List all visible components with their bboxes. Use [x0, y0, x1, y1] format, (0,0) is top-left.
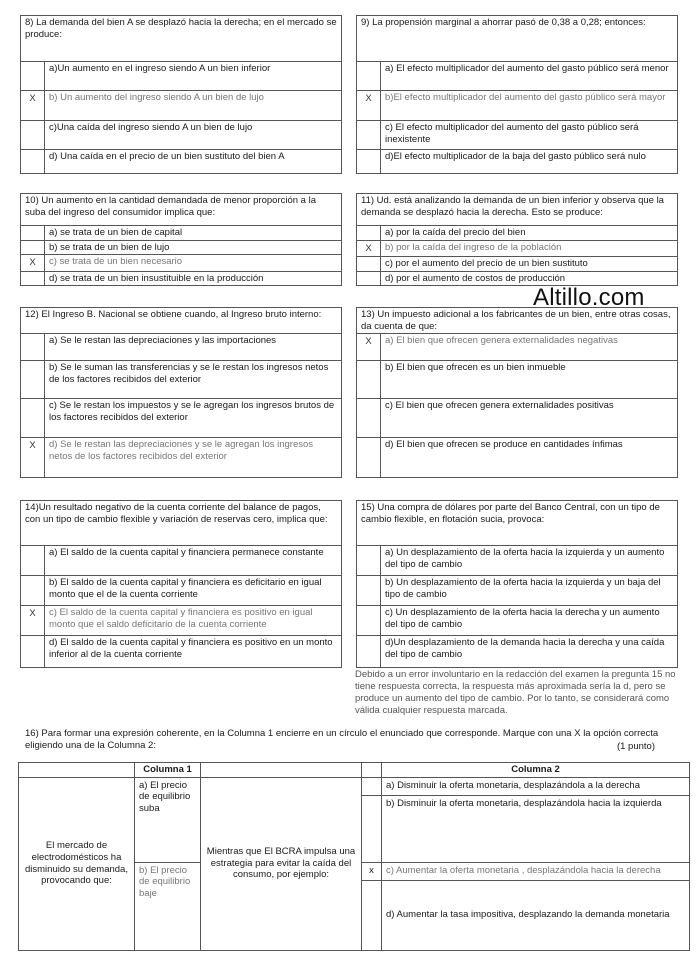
option-b[interactable]: b) Se le suman las transferencias y se le restan los ingresos netos de los factores recibidos del exterior — [45, 361, 342, 399]
option-a[interactable]: a) por la caída del precio del bien — [381, 226, 678, 241]
question-stem: 14)Un resultado negativo de la cuenta corriente del balance de pagos, con un tipo de cambio flexible y variación de reservas cero, implica que: — [21, 501, 342, 546]
answer-mark[interactable] — [357, 438, 381, 478]
answer-mark[interactable] — [357, 399, 381, 438]
question-8 — [20, 15, 342, 174]
option-a[interactable]: a) Un desplazamiento de la oferta hacia la izquierda y un aumento del tipo de cambio — [381, 546, 678, 576]
answer-mark[interactable]: X — [357, 334, 381, 361]
answer-mark[interactable] — [357, 121, 381, 150]
option-c[interactable]: c)Una caída del ingreso siendo A un bien de lujo — [45, 121, 342, 150]
answer-mark[interactable] — [21, 334, 45, 361]
option-a[interactable]: a) El efecto multiplicador del aumento del gasto público será menor — [381, 62, 678, 91]
answer-mark[interactable] — [357, 636, 381, 668]
question-16-table — [18, 762, 690, 951]
option-d[interactable]: d) se trata de un bien insustituible en la producción — [45, 271, 342, 286]
option-a[interactable]: a) El bien que ofrecen genera externalidades negativas — [381, 334, 678, 361]
answer-mark[interactable] — [21, 226, 45, 241]
answer-mark[interactable]: X — [357, 240, 381, 257]
column-2-option-d[interactable]: d) Aumentar la tasa impositiva, desplazando la demanda monetaria — [382, 880, 690, 950]
option-d[interactable]: d) por el aumento de costos de producción — [381, 271, 678, 286]
column-2-option-b[interactable]: b) Disminuir la oferta monetaria, desplazándola hacia la izquierda — [382, 795, 690, 862]
answer-mark[interactable]: X — [21, 91, 45, 121]
option-d[interactable]: d) El saldo de la cuenta capital y financiera es positivo en un monto inferior al de la cuenta corriente — [45, 636, 342, 668]
option-b[interactable]: b)El efecto multiplicador del aumento del gasto público será mayor — [381, 91, 678, 121]
column-1-option-a[interactable]: a) El precio de equilibrio suba — [135, 777, 201, 862]
answer-mark[interactable] — [21, 636, 45, 668]
answer-mark[interactable] — [21, 62, 45, 91]
answer-mark[interactable] — [357, 546, 381, 576]
answer-mark[interactable]: X — [21, 606, 45, 636]
middle-text: Mientras que El BCRA impulsa una estrategia para evitar la caída del consumo, por ejemplo: — [201, 777, 362, 950]
question-stem: 15) Una compra de dólares por parte del Banco Central, con un tipo de cambio flexible, en flotación sucia, provoca: — [357, 501, 678, 546]
question-11 — [356, 193, 678, 286]
column-2-option-c[interactable]: c) Aumentar la oferta monetaria , desplazándola hacia la derecha — [382, 862, 690, 880]
option-b[interactable]: b) Un aumento del ingreso siendo A un bien de lujo — [45, 91, 342, 121]
question-15 — [356, 500, 678, 668]
answer-mark[interactable] — [357, 576, 381, 606]
answer-mark[interactable] — [357, 606, 381, 636]
answer-mark[interactable] — [21, 240, 45, 255]
option-c[interactable]: c) Se le restan los impuestos y se le agregan los ingresos brutos de los factores recibidos del exterior — [45, 399, 342, 438]
question-stem: 8) La demanda del bien A se desplazó hacia la derecha; en el mercado se produce: — [21, 16, 342, 62]
option-c[interactable]: c) El bien que ofrecen genera externalidades positivas — [381, 399, 678, 438]
answer-mark[interactable] — [357, 62, 381, 91]
answer-mark[interactable] — [362, 795, 382, 862]
answer-mark[interactable] — [357, 361, 381, 399]
answer-mark[interactable]: X — [21, 438, 45, 478]
question-16-intro — [25, 728, 675, 751]
answer-mark[interactable]: x — [362, 862, 382, 880]
answer-mark[interactable] — [357, 150, 381, 174]
question-stem: 16) Para formar una expresión coherente, en la Columna 1 encierre en un círculo el enunciado que corresponde. Marque con una X la opción correcta eligiendo una de la Columna 2: — [25, 728, 659, 751]
column-1-left-text: El mercado de electrodomésticos ha disminuido su demanda, provocando que: — [19, 777, 135, 950]
option-c[interactable]: c) El efecto multiplicador del aumento del gasto público será inexistente — [381, 121, 678, 150]
option-b[interactable]: b) se trata de un bien de lujo — [45, 240, 342, 255]
option-b[interactable]: b) Un desplazamiento de la oferta hacia la izquierda y un baja del tipo de cambio — [381, 576, 678, 606]
answer-mark[interactable] — [21, 576, 45, 606]
answer-mark[interactable] — [362, 880, 382, 950]
answer-mark[interactable] — [21, 121, 45, 150]
column-1-header: Columna 1 — [135, 763, 201, 778]
answer-mark[interactable] — [357, 226, 381, 241]
option-d[interactable]: d) Una caída en el precio de un bien sustituto del bien A — [45, 150, 342, 174]
question-stem: 13) Un impuesto adicional a los fabricantes de un bien, entre otras cosas, da cuenta de que: — [357, 308, 678, 334]
question-9 — [356, 15, 678, 174]
answer-mark[interactable] — [362, 777, 382, 795]
points-label: (1 punto) — [616, 741, 655, 752]
answer-mark[interactable] — [21, 271, 45, 286]
question-stem: 12) El Ingreso B. Nacional se obtiene cuando, al Ingreso bruto interno: — [21, 308, 342, 334]
option-d[interactable]: d) Se le restan las depreciaciones y se le agregan los ingresos netos de los factores recibidos del exterior — [45, 438, 342, 478]
question-14 — [20, 500, 342, 668]
answer-mark[interactable]: X — [357, 91, 381, 121]
column-2-header: Columna 2 — [382, 763, 690, 778]
question-stem: 11) Ud. está analizando la demanda de un bien inferior y observa que la demanda se desplazó hacia la derecha. Esto se produce: — [357, 194, 678, 226]
option-c[interactable]: c) El saldo de la cuenta capital y financiera es positivo en igual monto que el saldo deficitario de la cuenta corriente — [45, 606, 342, 636]
option-c[interactable]: c) Un desplazamiento de la oferta hacia la derecha y un aumento del tipo de cambio — [381, 606, 678, 636]
question-12 — [20, 307, 342, 478]
option-b[interactable]: b) El bien que ofrecen es un bien inmueble — [381, 361, 678, 399]
option-d[interactable]: d) El bien que ofrecen se produce en cantidades ínfimas — [381, 438, 678, 478]
option-b[interactable]: b) por la caída del ingreso de la población — [381, 240, 678, 257]
answer-mark[interactable] — [21, 399, 45, 438]
option-c[interactable]: c) se trata de un bien necesario — [45, 255, 342, 272]
answer-mark[interactable]: X — [21, 255, 45, 272]
answer-mark[interactable] — [357, 271, 381, 286]
answer-mark[interactable] — [357, 257, 381, 272]
option-a[interactable]: a) El saldo de la cuenta capital y financiera permanece constante — [45, 546, 342, 576]
answer-mark[interactable] — [21, 361, 45, 399]
column-1-option-b[interactable]: b) El precio de equilibrio baje — [135, 862, 201, 950]
question-stem: 9) La propensión marginal a ahorrar pasó de 0,38 a 0,28; entonces: — [357, 16, 678, 62]
column-2-option-a[interactable]: a) Disminuir la oferta monetaria, desplazándola a la derecha — [382, 777, 690, 795]
option-a[interactable]: a) se trata de un bien de capital — [45, 226, 342, 241]
option-b[interactable]: b) El saldo de la cuenta capital y financiera es deficitario en igual monto que el de la cuenta corriente — [45, 576, 342, 606]
question-stem: 10) Un aumento en la cantidad demandada de menor proporción a la suba del ingreso del consumidor implica que: — [21, 194, 342, 226]
answer-mark[interactable] — [21, 546, 45, 576]
question-13 — [356, 307, 678, 478]
option-c[interactable]: c) por el aumento del precio de un bien sustituto — [381, 257, 678, 272]
option-d[interactable]: d)Un desplazamiento de la demanda hacia la derecha y una caída del tipo de cambio — [381, 636, 678, 668]
correction-note: Debido a un error involuntario en la redacción del examen la pregunta 15 no tiene respuesta correcta, la respuesta más aproximada sería la d, pero se produce un aumento del tipo de cambio. Por lo tanto, se considerará como válida cualquier respuesta marcada. — [355, 669, 676, 716]
question-10 — [20, 193, 342, 286]
altillo-watermark: Altillo.com — [533, 284, 645, 311]
answer-mark[interactable] — [21, 150, 45, 174]
option-a[interactable]: a)Un aumento en el ingreso siendo A un bien inferior — [45, 62, 342, 91]
option-a[interactable]: a) Se le restan las depreciaciones y las importaciones — [45, 334, 342, 361]
option-d[interactable]: d)El efecto multiplicador de la baja del gasto público será nulo — [381, 150, 678, 174]
